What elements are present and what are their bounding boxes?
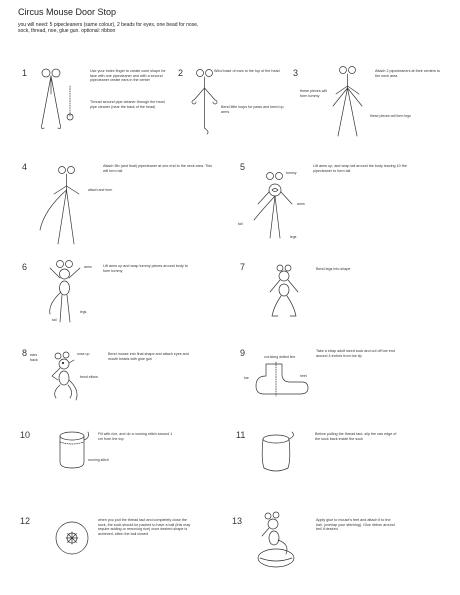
step-label: arms xyxy=(84,265,92,269)
step-7-illustration xyxy=(264,262,308,324)
step-label: toe xyxy=(244,376,249,380)
step-number: 2 xyxy=(178,68,184,78)
step-text: Wind base of ears to the top of the head xyxy=(214,69,280,73)
step-text: Apply glue to mouse's feet and attach it to the ball, (overlap your stitching). Glue ribbon around bell if desired xyxy=(316,518,395,532)
step-number: 13 xyxy=(232,516,243,526)
step-text: Bend little loops for paws and bend up arms xyxy=(221,105,284,114)
step-label: nose up xyxy=(77,352,90,356)
step-3-illustration xyxy=(330,62,370,140)
step-label: these pieces will form legs xyxy=(370,114,411,118)
step-text: Lift arms up, and wrap tail around the body leaving 10 the pipecleaner to form tail xyxy=(313,164,407,173)
step-label: bend elbow xyxy=(80,375,98,379)
step-label: ears back xyxy=(30,353,38,362)
step-label: heel xyxy=(300,374,307,378)
step-6-illustration xyxy=(40,256,88,330)
step-number: 12 xyxy=(20,516,31,526)
step-4-illustration xyxy=(38,160,98,250)
step-1-illustration xyxy=(32,64,87,136)
step-text: Bend mouse into final shape and attach eyes and mouth beads with glue gun xyxy=(108,352,189,361)
step-text: Attach 5th (and final) pipecleaner at one end to the neck area. This will form tail xyxy=(103,164,212,173)
step-text: when you pull the thread taut and completely close the sock, the sock should be packed to have a ball (this may require adding or removing rice) once desired shape is achieved, stitch the ball closed xyxy=(98,518,191,536)
step-text: Before pulling the thread taut, slip the raw edge of the sock back inside the sock xyxy=(315,432,397,441)
step-label: tail xyxy=(52,318,57,322)
page-title: Circus Mouse Door Stop xyxy=(18,7,117,17)
step-text: Lift arms up and wrap tummy pieces around body to form tummy xyxy=(103,264,188,273)
step-2-illustration xyxy=(190,64,220,134)
step-text: Take a strap adult sized sock and cut off toe end around 4 inches from toe tip xyxy=(316,349,395,358)
step-label: legs xyxy=(290,235,297,239)
step-label: legs xyxy=(80,310,87,314)
step-label: tummy xyxy=(286,171,297,175)
step-label: running stitch xyxy=(88,458,109,462)
step-label: arms xyxy=(297,202,305,206)
step-number: 10 xyxy=(20,430,31,440)
step-number: 5 xyxy=(240,162,246,172)
step-text: Attach 2 pipecleaners at their centers to the neck area xyxy=(375,69,440,78)
step-number: 3 xyxy=(293,68,299,78)
step-text: Thread second pipe cleaner through the head pipe cleaner (near the back of the head) xyxy=(90,100,165,109)
step-text: Fill with rice, and do a running stitch around 1 cm from the top xyxy=(98,432,173,441)
step-label: these pieces will form tummy xyxy=(300,89,327,98)
step-10-illustration xyxy=(56,428,92,470)
step-number: 1 xyxy=(22,68,28,78)
step-9-illustration xyxy=(252,360,312,396)
step-number: 7 xyxy=(240,262,246,272)
step-label: tail xyxy=(238,222,243,226)
materials-list xyxy=(18,22,318,35)
step-number: 9 xyxy=(240,348,246,358)
step-number: 4 xyxy=(22,162,28,172)
step-label: cut along dotted line xyxy=(264,355,296,359)
step-number: 6 xyxy=(22,262,28,272)
materials-line-2: sock, thread, noe, glue gun. optional: ribbon xyxy=(18,28,116,35)
step-text: Use your index finger to create cone shape for face with one pipecleaner and with a second pipecleaner create ears in the center xyxy=(90,69,166,83)
step-text: Bend legs into shape xyxy=(316,267,351,271)
step-13-illustration xyxy=(250,510,306,572)
materials-line-1: you will need: 5 pipecleaners (same colour), 2 beads for eyes, one bead for nose, xyxy=(18,22,199,28)
step-number: 11 xyxy=(236,430,246,440)
step-label: attach and form xyxy=(88,188,113,192)
step-number: 8 xyxy=(22,348,28,358)
step-11-illustration xyxy=(258,430,298,476)
step-12-illustration xyxy=(52,518,92,558)
